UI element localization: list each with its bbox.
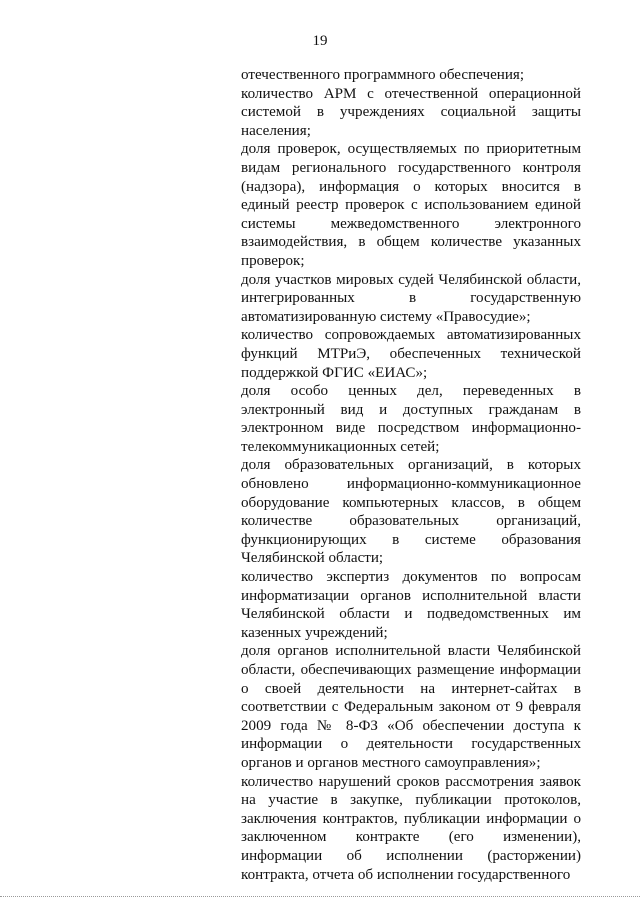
document-body (241, 66, 581, 884)
page-edge-divider (0, 896, 640, 897)
list-item: доля особо ценных дел, переведенных в электронный вид и доступных гражданам в электронном виде посредством информационно-телекоммуникационных сетей; (241, 383, 581, 455)
list-item: количество экспертиз документов по вопросам информатизации органов исполнительной власти Челябинской области и подведомственных им казенных учреждений; (241, 569, 581, 641)
list-item: количество нарушений сроков рассмотрения заявок на участие в закупке, публикации протоколов, заключения контрактов, публикации информации о заключенном контракте (его изменении), информации об исполнении (расторжении) контракта, отчета об исполнении государственного (241, 773, 581, 883)
list-item: отечественного программного обеспечения; (241, 67, 525, 83)
list-item: доля образовательных организаций, в которых обновлено информационно-коммуникационное оборудование компьютерных классов, в общем количестве образовательных организаций, функционирующих в системе образования Челябинской области; (241, 457, 581, 567)
list-item: доля проверок, осуществляемых по приоритетным видам регионального государственного контроля (надзора), информация о которых вносится в единый реестр проверок с использованием единой системы межведомственного электронного взаимодействия, в общем количестве указанных проверок; (241, 141, 581, 269)
page-number: 19 (312, 33, 328, 49)
list-item: доля участков мировых судей Челябинской области, интегрированных в государственную автоматизированную систему «Правосудие»; (241, 271, 581, 325)
list-item: доля органов исполнительной власти Челябинской области, обеспечивающих размещение информации о своей деятельности на интернет-сайтах в соответствии с Федеральным законом от 9 февраля 2009 года № 8-ФЗ «Об обеспечении доступа к информации о деятельности государственных органов и органов местного самоуправления»; (241, 643, 581, 771)
list-item: количество АРМ с отечественной операционной системой в учреждениях социальной защиты населения; (241, 85, 581, 139)
list-item: количество сопровождаемых автоматизированных функций МТРиЭ, обеспеченных технической поддержкой ФГИС «ЕИАС»; (241, 327, 581, 381)
